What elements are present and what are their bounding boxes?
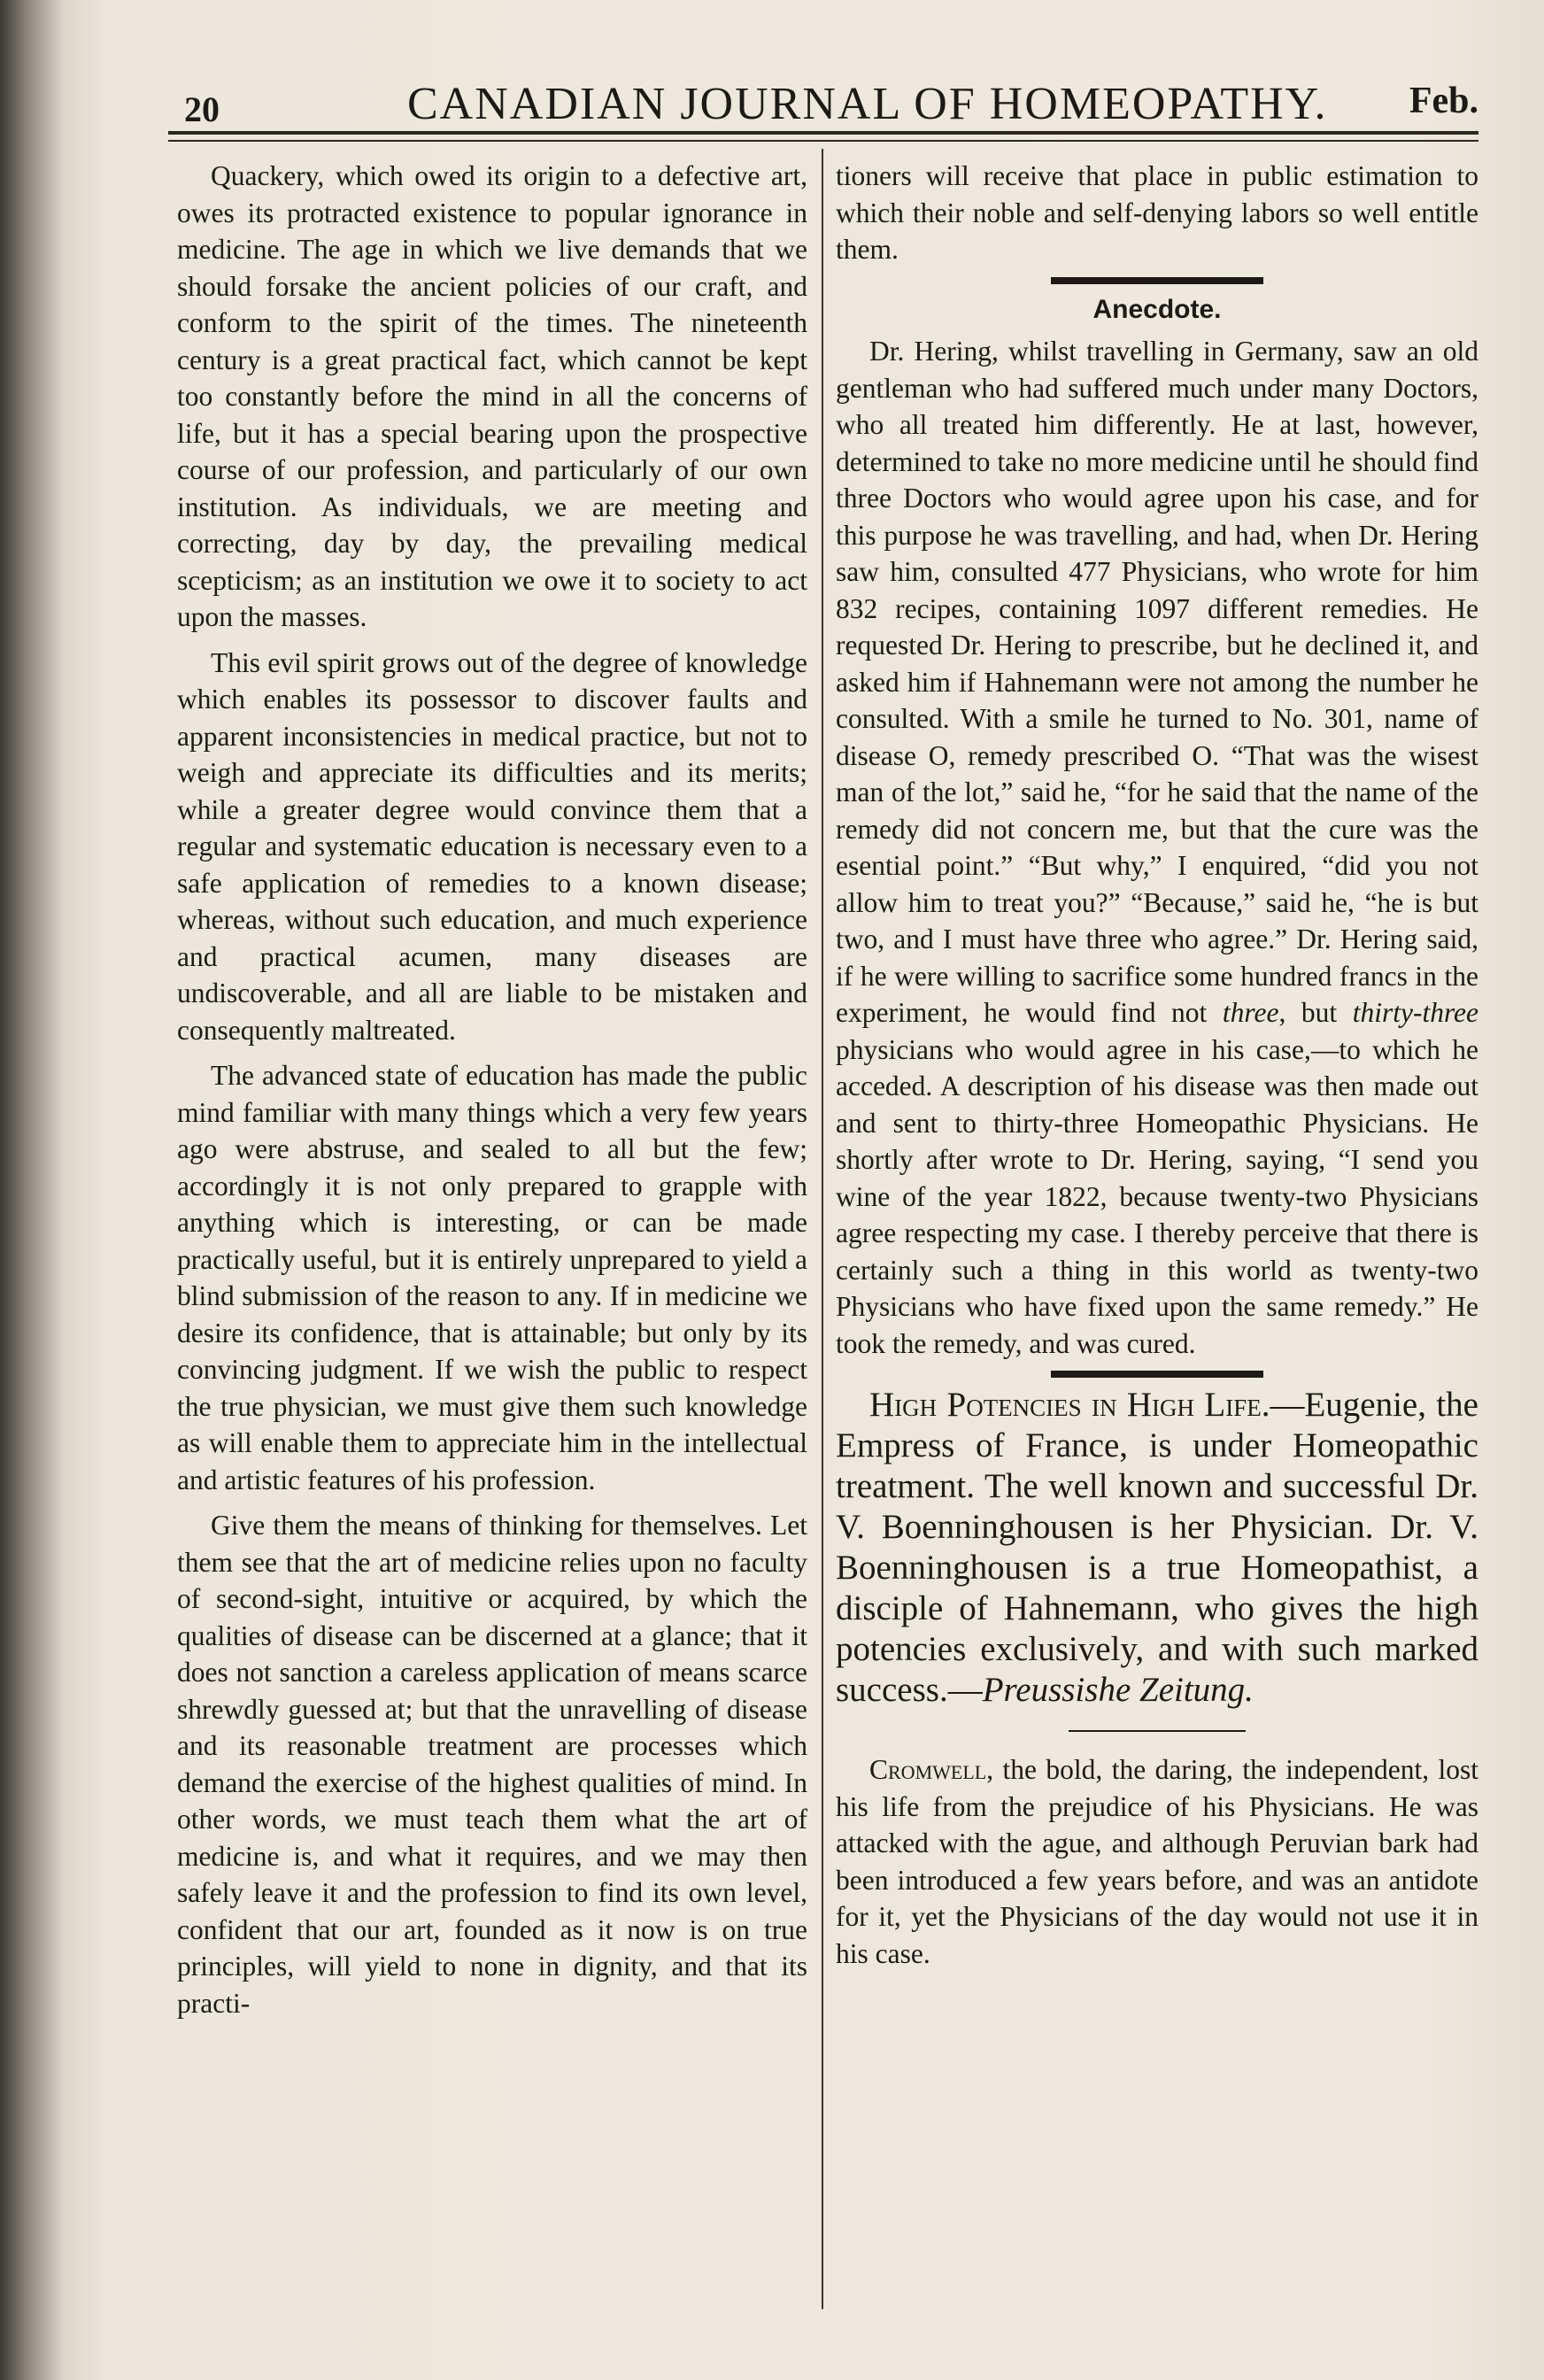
section-rule bbox=[1051, 1371, 1263, 1378]
paragraph: Quackery, which owed its origin to a defective art, owes its protracted existence to popular ignorance in medicine. The age in which we live demands that we should forsake the ancient policies of our craft, and conform to the spirit of the times. The nineteenth century is a great practical fact, which cannot be kept too constantly before the mind in all the concerns of life, but it has a special bearing upon the prospective course of our profession, and particularly of our own institution. As individuals, we are meeting and correcting, day by day, the prevailing medical scepticism; as an institution we owe it to society to act upon the masses. bbox=[177, 160, 807, 632]
section-rule-thin bbox=[1069, 1730, 1246, 1732]
anecdote-paragraph bbox=[836, 333, 1478, 1362]
source-citation: Preussishe Zeitung. bbox=[982, 1671, 1254, 1709]
paragraph: tioners will receive that place in public estimation to which their noble and self-denying labors so well entitle them. bbox=[836, 160, 1478, 265]
anecdote-text: Dr. Hering, whilst travelling in Germany, saw an old gentleman who had suffered much under many Doctors, who all treated him differently. He at last, however, determined to take no more medicine until he should find three Doctors who would agree upon his case, and for this purpose he was travelling, and had, when Dr. Hering saw him, consulted 477 Physicians, who wrote for him 832 recipes, containing 1097 different remedies. He requested Dr. Hering to prescribe, but he declined it, and asked him if Hahnemann were not among the number he consulted. With a smile he turned to No. 301, name of disease O, remedy prescribed O. “That was the wisest man of the lot,” said he, “for he said that the name of the remedy did not concern me, but that the cure was the esential point.” “But why,” I enquired, “did you not allow him to treat you?” “Because,” said he, “he is but two, and I must have three who agree.” Dr. Hering said, if he were willing to sacrifice some hundred francs in the experiment, he would find not bbox=[836, 336, 1478, 1028]
section-rule bbox=[1051, 277, 1263, 284]
issue-month: Feb. bbox=[1409, 81, 1478, 121]
paragraph: This evil spirit grows out of the degree of knowledge which enables its possessor to discover faults and apparent inconsistencies in medical practice, but not to weigh and appreciate its difficulties and its merits; while a greater degree would convince them that a regular and systematic education is necessary even to a safe application of remedies to a known disease; whereas, without such education, and much experience and practical acumen, many diseases are undiscoverable, and all are liable to be mistaken and consequently maltreated. bbox=[177, 646, 807, 1046]
cromwell-name: Cromwell bbox=[869, 1754, 987, 1785]
emphasis-thirty-three: thirty-three bbox=[1352, 997, 1479, 1028]
high-potencies-paragraph bbox=[836, 1385, 1478, 1711]
header-rule-thin bbox=[168, 140, 1478, 142]
paragraph: Give them the means of thinking for themselves. Let them see that the art of medicine relies upon no faculty of second-sight, intuitive or acquired, by which the qualities of disease can be discerned at a glance; that it does not sanction a careless application of means scarce shrewdly guessed at; but that the unravelling of disease and its reasonable treatment are processes which demand the exercise of the highest qualities of mind. In other words, we must teach them what the art of medicine is, and what it requires, and we may then safely leave it and the profession to find its own level, confident that our art, founded as it now is on true principles, will yield to none in dignity, and that its practi- bbox=[177, 1510, 807, 2019]
running-header bbox=[168, 53, 1478, 133]
paragraph: The advanced state of education has made the public mind familiar with many things which a very few years ago were abstruse, and sealed to all but the few; accordingly it is not only prepared to grapple with anything which is interesting, or can be made practically useful, but it is entirely unprepared to yield a blind submission of the reason to any. If in medicine we desire its confidence, that is attainable; but only by its convincing judgment. If we wish the public to respect the true physician, we must give them such knowledge as will enable them to appreciate him in the intellectual and artistic features of his profession. bbox=[177, 1060, 807, 1495]
header-rule bbox=[168, 131, 1478, 135]
cromwell-paragraph bbox=[836, 1751, 1478, 1972]
emphasis-three: three bbox=[1222, 997, 1279, 1028]
journal-title: CANADIAN JOURNAL OF HOMEOPATHY. bbox=[407, 79, 1328, 129]
high-potencies-text: —Eugenie, the Empress of France, is under Homeopathic treatment. The well known and successful Dr. V. Boenninghousen is her Physician. Dr. V. Boenninghousen is a true Homeopathist, a disciple of Hahnemann, who gives the high potencies exclusively, and with such marked success.— bbox=[836, 1386, 1478, 1709]
anecdote-text: , but bbox=[1278, 997, 1338, 1028]
left-column bbox=[177, 158, 807, 2021]
right-column bbox=[836, 158, 1478, 1972]
cromwell-text: , the bold, the daring, the independent, lost his life from the prejudice of his Physicians. He was attacked with the ague, and although Peruvian bark had been introduced a few years before, and was an antidote for it, yet the Physicians of the day would not use it in his case. bbox=[836, 1754, 1478, 1969]
high-potencies-heading: High Potencies in High Life. bbox=[869, 1386, 1270, 1424]
page-number: 20 bbox=[184, 89, 220, 129]
column-divider bbox=[822, 149, 823, 2309]
anecdote-text: physicians who would agree in his case,—to which he acceded. A description of his disease was then made out and sent to thirty-three Homeopathic Physicians. He shortly after wrote to Dr. Hering, saying, “I send you wine of the year 1822, because twenty-two Physicians agree respecting my case. I thereby perceive that there is certainly such a thing in this world as twenty-two Physicians who have fixed upon the same remedy.” He took the remedy, and was cured. bbox=[836, 1033, 1478, 1359]
anecdote-heading: Anecdote. bbox=[1092, 294, 1222, 324]
